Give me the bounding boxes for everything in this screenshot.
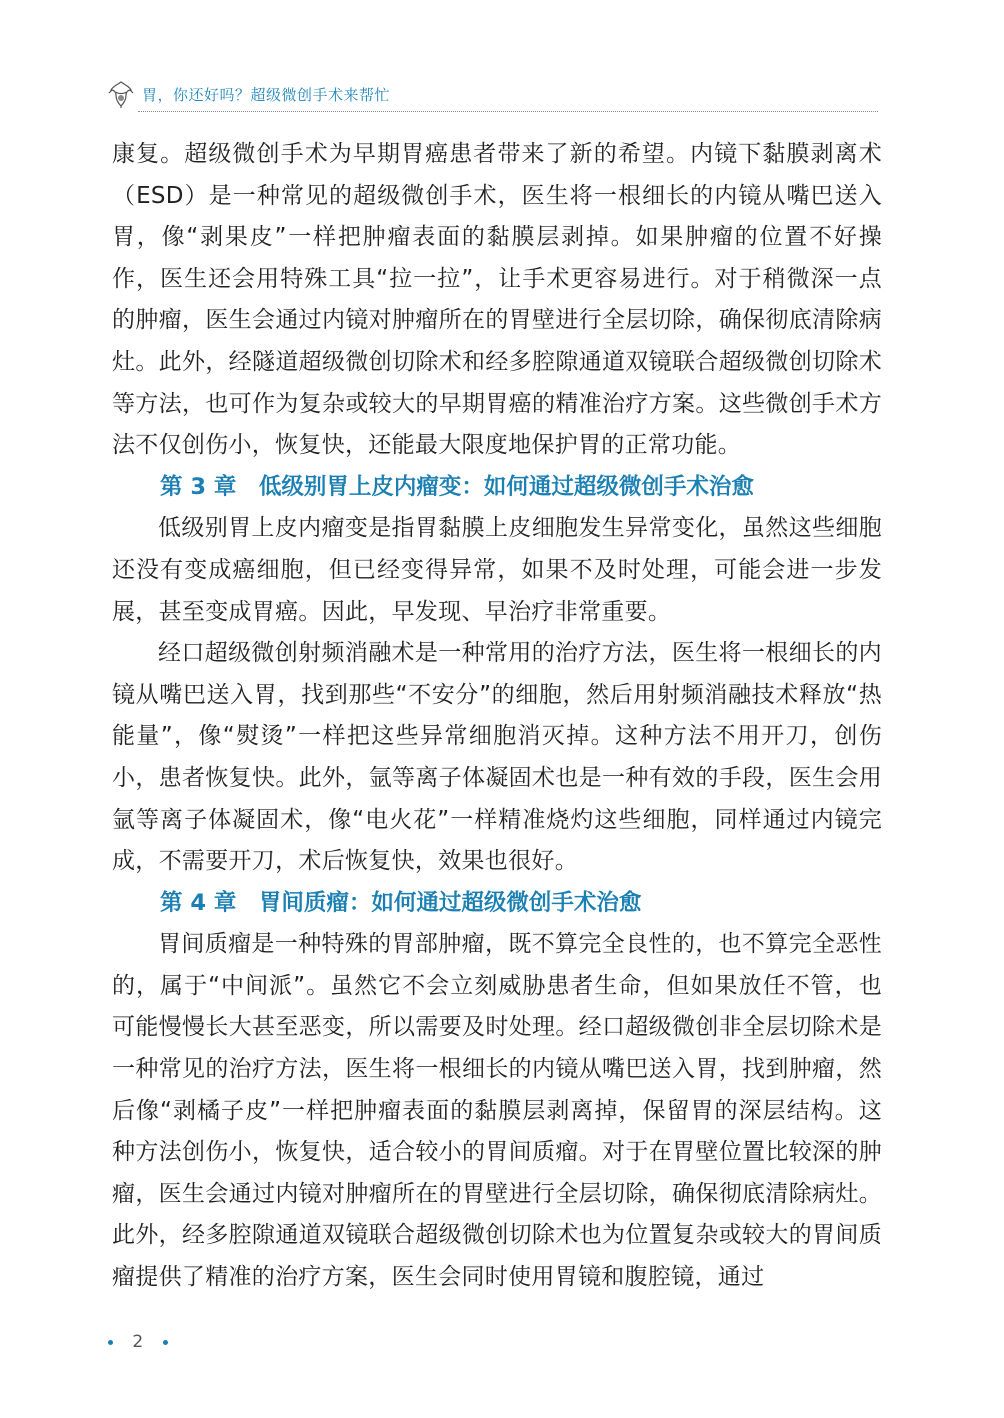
running-header — [108, 76, 878, 116]
header-title: 胃，你还好吗？超级微创手术来帮忙 — [142, 86, 391, 104]
chapter-heading: 第 3 章 低级别胃上皮内瘤变：如何通过超级微创手术治愈 — [160, 473, 754, 500]
page-body — [112, 134, 882, 1299]
page-footer — [108, 1332, 168, 1362]
footer-dot — [108, 1340, 113, 1345]
logo-icon — [108, 80, 134, 108]
chapter-heading: 第 4 章 胃间质瘤：如何通过超级微创手术治愈 — [160, 889, 642, 916]
paragraph: 低级别胃上皮内瘤变是指胃黏膜上皮细胞发生异常变化，虽然这些细胞还没有变成癌细胞，但已经变得异常，如果不及时处理，可能会进一步发展，甚至变成胃癌。因此，早发现、早治疗非常重要。 — [112, 515, 882, 625]
paragraph: 经口超级微创射频消融术是一种常用的治疗方法，医生将一根细长的内镜从嘴巴送入胃，找到那些“不安分”的细胞，然后用射频消融技术释放“热能量”，像“熨烫”一样把这些异常细胞消灭掉。这种方法不用开刀，创伤小，患者恢复快。此外，氩等离子体凝固术也是一种有效的手段，医生会用氩等离子体凝固术，像“电火花”一样精准烧灼这些细胞，同样通过内镜完成，不需要开刀，术后恢复快，效果也很好。 — [112, 640, 882, 875]
paragraph: 康复。超级微创手术为早期胃癌患者带来了新的希望。内镜下黏膜剥离术（ESD）是一种常见的超级微创手术，医生将一根细长的内镜从嘴巴送入胃，像“剥果皮”一样把肿瘤表面的黏膜层剥掉。如果肿瘤的位置不好操作，医生还会用特殊工具“拉一拉”，让手术更容易进行。对于稍微深一点的肿瘤，医生会通过内镜对肿瘤所在的胃壁进行全层切除，确保彻底清除病灶。此外，经隧道超级微创切除术和经多腔隙通道双镜联合超级微创切除术等方法，也可作为复杂或较大的早期胃癌的精准治疗方案。这些微创手术方法不仅创伤小，恢复快，还能最大限度地保护胃的正常功能。 — [112, 141, 882, 459]
footer-dot — [163, 1340, 168, 1345]
page-number: 2 — [132, 1332, 144, 1352]
header-divider — [138, 111, 878, 112]
paragraph: 胃间质瘤是一种特殊的胃部肿瘤，既不算完全良性的，也不算完全恶性的，属于“中间派”。虽然它不会立刻威胁患者生命，但如果放任不管，也可能慢慢长大甚至恶变，所以需要及时处理。经口超级微创非全层切除术是一种常见的治疗方法，医生将一根细长的内镜从嘴巴送入胃，找到肿瘤，然后像“剥橘子皮”一样把肿瘤表面的黏膜层剥离掉，保留胃的深层结构。这种方法创伤小，恢复快，适合较小的胃间质瘤。对于在胃壁位置比较深的肿瘤，医生会通过内镜对肿瘤所在的胃壁进行全层切除，确保彻底清除病灶。此外，经多腔隙通道双镜联合超级微创切除术也为位置复杂或较大的胃间质瘤提供了精准的治疗方案，医生会同时使用胃镜和腹腔镜，通过 — [112, 931, 882, 1291]
